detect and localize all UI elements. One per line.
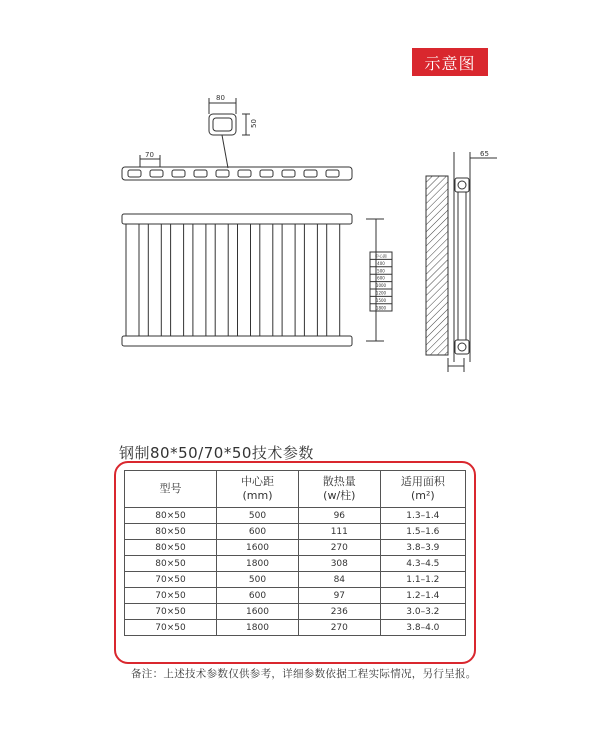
dim-width-label: 80 xyxy=(216,94,225,102)
table-row xyxy=(125,524,466,540)
radiator-column xyxy=(282,224,295,336)
table-row xyxy=(125,540,466,556)
table-row xyxy=(125,604,466,620)
size-table-entry: 1000 xyxy=(375,283,387,289)
spec-table xyxy=(124,470,466,636)
table-header-row xyxy=(125,471,466,508)
header-heat-output: 散热量 (w/柱) xyxy=(298,471,380,508)
cell-center-distance: 500 xyxy=(217,572,299,588)
size-table-entry: 中心距 xyxy=(375,253,387,259)
header-hole xyxy=(216,170,229,177)
cell-heat-output: 270 xyxy=(298,540,380,556)
cell-area: 1.5–1.6 xyxy=(380,524,465,540)
radiator-column xyxy=(304,224,317,336)
size-table-entry: 1800 xyxy=(375,305,387,311)
radiator-front-view xyxy=(122,214,392,346)
spec-table-frame xyxy=(114,461,476,664)
table-row xyxy=(125,556,466,572)
cell-area: 1.1–1.2 xyxy=(380,572,465,588)
cell-center-distance: 1800 xyxy=(217,556,299,572)
cell-area: 3.0–3.2 xyxy=(380,604,465,620)
header-hole xyxy=(260,170,273,177)
cell-model: 70×50 xyxy=(125,620,217,636)
header-hole xyxy=(128,170,141,177)
cell-center-distance: 1600 xyxy=(217,540,299,556)
cell-heat-output: 270 xyxy=(298,620,380,636)
cell-model: 80×50 xyxy=(125,508,217,524)
header-hole xyxy=(238,170,251,177)
dim-pitch-label: 70 xyxy=(145,151,154,159)
cell-center-distance: 600 xyxy=(217,588,299,604)
table-row xyxy=(125,588,466,604)
header-model: 型号 xyxy=(125,471,217,508)
radiator-column xyxy=(148,224,161,336)
diagram-badge: 示意图 xyxy=(412,48,488,76)
radiator-column xyxy=(193,224,206,336)
size-table-entry: 500 xyxy=(377,268,385,274)
radiator-column xyxy=(260,224,273,336)
radiator-column xyxy=(215,224,228,336)
size-table-entry: 1200 xyxy=(375,290,387,296)
cell-area: 3.8–3.9 xyxy=(380,540,465,556)
cell-center-distance: 500 xyxy=(217,508,299,524)
cell-heat-output: 111 xyxy=(298,524,380,540)
cell-model: 70×50 xyxy=(125,604,217,620)
cell-heat-output: 236 xyxy=(298,604,380,620)
cell-model: 70×50 xyxy=(125,588,217,604)
section-title: 钢制80*50/70*50技术参数 xyxy=(119,444,314,462)
cell-heat-output: 97 xyxy=(298,588,380,604)
cell-center-distance: 600 xyxy=(217,524,299,540)
header-hole xyxy=(304,170,317,177)
footnote: 备注：上述技术参数仅供参考，详细参数依据工程实际情况，另行呈报。 xyxy=(131,668,477,680)
cell-area: 1.3–1.4 xyxy=(380,508,465,524)
header-hole xyxy=(172,170,185,177)
cell-model: 80×50 xyxy=(125,556,217,572)
size-table-entry: 400 xyxy=(377,260,385,266)
radiator-column xyxy=(327,224,340,336)
cell-area: 3.8–4.0 xyxy=(380,620,465,636)
cell-model: 70×50 xyxy=(125,572,217,588)
cell-model: 80×50 xyxy=(125,524,217,540)
header-hole xyxy=(282,170,295,177)
header-bar-top-view xyxy=(122,155,352,180)
radiator-column xyxy=(126,224,139,336)
cell-area: 4.3–4.5 xyxy=(380,556,465,572)
radiator-column xyxy=(171,224,184,336)
tube-cross-section xyxy=(209,98,250,168)
header-hole xyxy=(194,170,207,177)
radiator-side-view xyxy=(426,152,497,372)
cell-heat-output: 96 xyxy=(298,508,380,524)
size-table-entry: 1500 xyxy=(375,297,387,303)
header-area: 适用面积 (m²) xyxy=(380,471,465,508)
cell-center-distance: 1800 xyxy=(217,620,299,636)
table-row xyxy=(125,572,466,588)
table-row xyxy=(125,508,466,524)
header-hole xyxy=(326,170,339,177)
table-row xyxy=(125,620,466,636)
header-center-distance: 中心距 (mm) xyxy=(217,471,299,508)
dim-side-label: 65 xyxy=(480,150,489,158)
size-table-entry: 600 xyxy=(377,275,385,281)
cell-area: 1.2–1.4 xyxy=(380,588,465,604)
cell-heat-output: 308 xyxy=(298,556,380,572)
cell-heat-output: 84 xyxy=(298,572,380,588)
header-hole xyxy=(150,170,163,177)
radiator-column xyxy=(238,224,251,336)
cell-model: 80×50 xyxy=(125,540,217,556)
dim-height-label: 50 xyxy=(250,119,258,128)
cell-center-distance: 1600 xyxy=(217,604,299,620)
